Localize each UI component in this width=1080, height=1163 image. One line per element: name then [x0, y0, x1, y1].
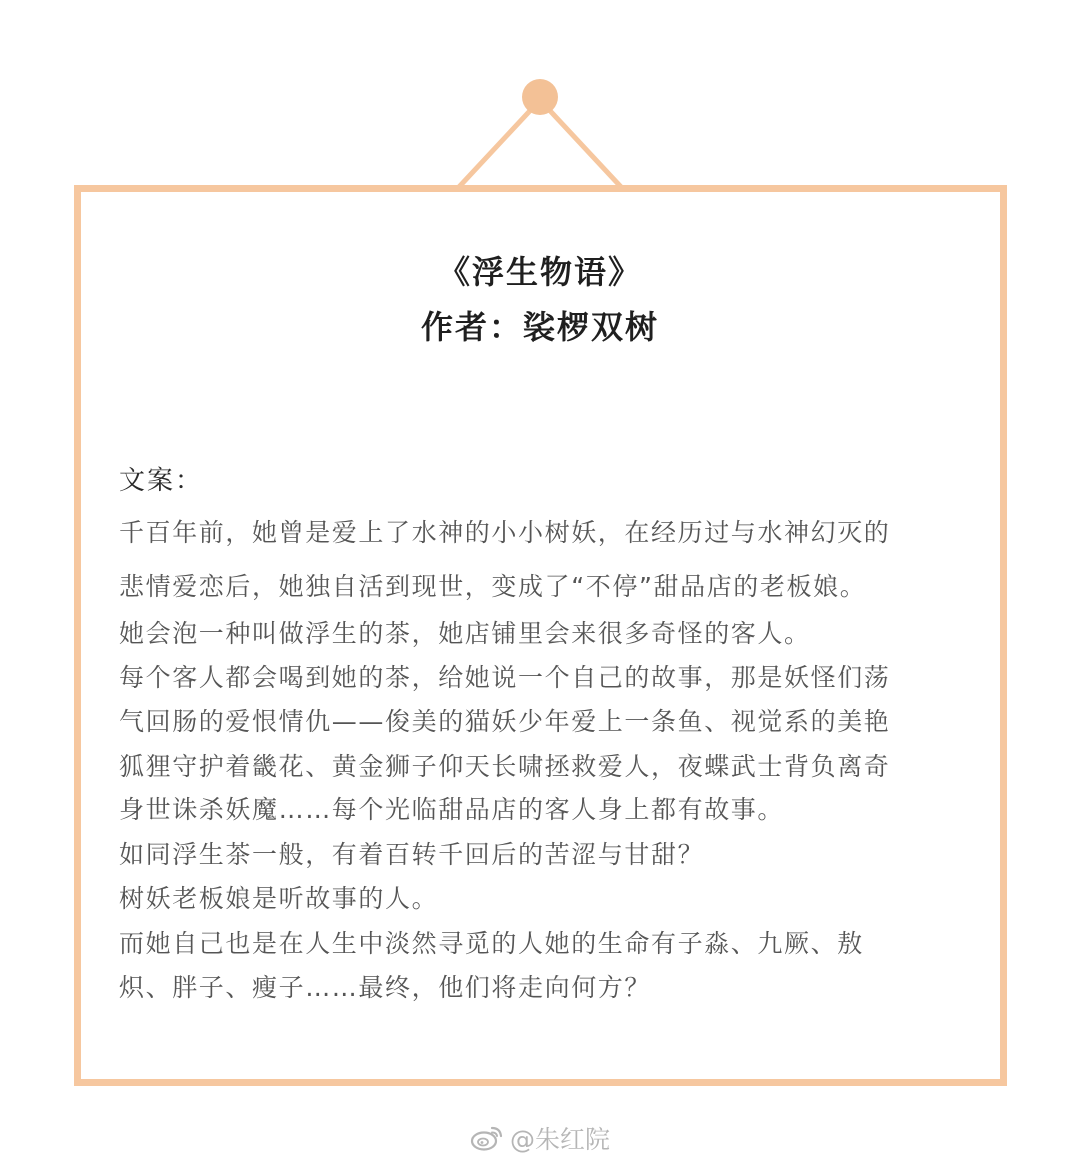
synopsis-line: 狐狸守护着畿花、黄金狮子仰天长啸拯救爱人，夜蝶武士背负离奇: [119, 752, 891, 781]
synopsis-line: 如同浮生茶一般，有着百转千回后的苦涩与甘甜？: [119, 840, 705, 869]
weibo-watermark: [470, 1120, 610, 1156]
book-title: 《浮生物语》: [437, 253, 642, 291]
weibo-icon: [470, 1124, 504, 1152]
watermark-text: @朱红院: [510, 1125, 611, 1154]
synopsis-line: 树妖老板娘是听故事的人。: [119, 884, 439, 913]
synopsis-line: 炽、胖子、瘦子……最终，他们将走向何方？: [119, 973, 652, 1002]
synopsis-line: 千百年前，她曾是爱上了水神的小小树妖，在经历过与水神幻灭的: [119, 518, 891, 547]
synopsis-line: 每个客人都会喝到她的茶，给她说一个自己的故事，那是妖怪们荡: [119, 663, 891, 692]
synopsis-line: 而她自己也是在人生中淡然寻觅的人她的生命有子淼、九厥、敖: [119, 929, 864, 958]
hanging-string-decoration: [0, 0, 1080, 200]
author-line: 作者：裟椤双树: [420, 308, 659, 346]
synopsis-line: 气回肠的爱恨情仇——俊美的猫妖少年爱上一条鱼、视觉系的美艳: [119, 707, 891, 736]
pin-icon: [522, 79, 558, 115]
synopsis-line: 身世诛杀妖魔……每个光临甜品店的客人身上都有故事。: [119, 795, 785, 824]
synopsis-label: 文案：: [119, 466, 204, 496]
synopsis-line: 悲情爱恋后，她独自活到现世，变成了“不停”甜品店的老板娘。: [119, 572, 867, 601]
synopsis-line: 她会泡一种叫做浮生的茶，她店铺里会来很多奇怪的客人。: [119, 619, 811, 648]
